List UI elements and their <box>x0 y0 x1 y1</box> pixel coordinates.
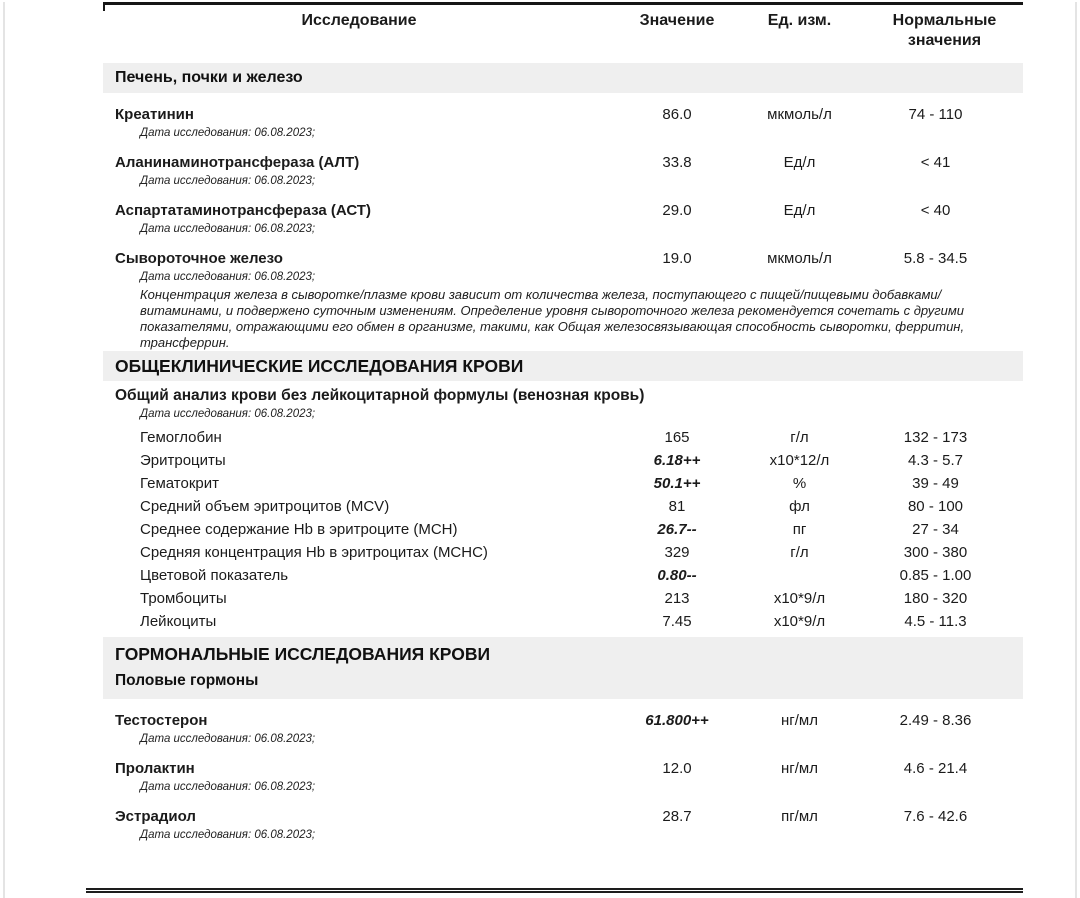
test-name: Лейкоциты <box>140 613 217 630</box>
test-normal-range: 7.6 - 42.6 <box>903 808 968 825</box>
subsection-title-sex-hormones: Половые гормоны <box>115 672 259 689</box>
test-value-flagged: 0.80-- <box>657 567 697 584</box>
test-name: Аспартатаминотрансфераза (АСТ) <box>115 202 371 219</box>
section-title-hormones: ГОРМОНАЛЬНЫЕ ИССЛЕДОВАНИЯ КРОВИ <box>115 644 491 664</box>
test-name: Креатинин <box>115 106 194 123</box>
table-corner-tick <box>103 2 105 11</box>
test-normal-range: 300 - 380 <box>903 544 968 561</box>
test-row <box>103 472 1023 495</box>
cbc-rows <box>103 426 1023 633</box>
test-name: Эстрадиол <box>115 808 196 825</box>
test-normal-range: 0.85 - 1.00 <box>899 567 972 584</box>
test-unit: пг/мл <box>781 808 818 825</box>
cbc-panel-title: Общий анализ крови без лейкоцитарной формулы (венозная кровь) <box>115 387 645 404</box>
test-unit: фл <box>789 498 810 515</box>
page-bottom-border <box>86 888 1023 893</box>
test-normal-range: 4.5 - 11.3 <box>904 613 967 630</box>
test-date: Дата исследования: 06.08.2023; <box>140 223 316 235</box>
test-name: Пролактин <box>115 760 195 777</box>
test-name: Гематокрит <box>140 475 219 492</box>
table-header-row <box>103 11 1023 51</box>
test-value: 86.0 <box>662 106 692 123</box>
test-row <box>103 105 1023 125</box>
column-header-value: Значение <box>639 12 715 29</box>
test-date: Дата исследования: 06.08.2023; <box>140 781 316 793</box>
test-normal-range: 4.6 - 21.4 <box>903 760 968 777</box>
test-name: Тромбоциты <box>140 590 227 607</box>
test-value: 12.0 <box>662 760 692 777</box>
section-title-liver-kidney-iron: Печень, почки и железо <box>103 63 1023 93</box>
test-row <box>103 564 1023 587</box>
test-unit: г/л <box>790 429 809 446</box>
test-row <box>103 610 1023 633</box>
page-edge-right <box>1075 2 1077 898</box>
test-value-flagged: 26.7-- <box>657 521 697 538</box>
test-normal-range: < 41 <box>920 154 951 171</box>
test-value: 81 <box>668 498 686 515</box>
test-value-flagged: 50.1++ <box>653 475 701 492</box>
test-name: Цветовой показатель <box>140 567 289 584</box>
test-unit: пг <box>792 521 807 538</box>
test-normal-range: 132 - 173 <box>903 429 968 446</box>
test-row <box>103 518 1023 541</box>
column-header-unit: Ед. изм. <box>767 12 832 29</box>
test-row <box>103 759 1023 779</box>
test-normal-range: 80 - 100 <box>907 498 964 515</box>
test-unit: мкмоль/л <box>767 106 832 123</box>
test-name: Средний объем эритроцитов (MCV) <box>140 498 390 515</box>
test-normal-range: 27 - 34 <box>912 521 959 538</box>
test-name: Сывороточное железо <box>115 250 283 267</box>
lab-report-page <box>0 2 1080 898</box>
test-value: 19.0 <box>662 250 692 267</box>
test-date: Дата исследования: 06.08.2023; <box>140 733 316 745</box>
test-name: Гемоглобин <box>140 429 222 446</box>
test-value: 7.45 <box>662 613 692 630</box>
test-unit: х10*9/л <box>773 613 826 630</box>
test-unit: Ед/л <box>783 202 816 219</box>
test-row <box>103 495 1023 518</box>
test-unit: х10*9/л <box>773 590 826 607</box>
test-row <box>103 449 1023 472</box>
test-row <box>103 541 1023 564</box>
column-header-normal: Нормальные значения <box>892 12 997 49</box>
iron-comment-note: Концентрация железа в сыворотке/плазме крови зависит от количества железа, поступающего с пищей/пищевыми добавками/витаминами, и подвержено суточным изменениям. Определение уровня сывороточного железа рекомендуется сочетать с другими показателями, отражающими его обмен в организме, такими, как Общая железосвязывающая способность сыворотки, ферритин, трансферрин. <box>140 287 965 350</box>
test-value: 213 <box>664 590 690 607</box>
test-date: Дата исследования: 06.08.2023; <box>140 271 316 283</box>
test-date: Дата исследования: 06.08.2023; <box>140 829 316 841</box>
table-top-border <box>103 2 1023 5</box>
test-name: Тестостерон <box>115 712 208 729</box>
page-edge-left <box>3 2 5 898</box>
test-normal-range: 180 - 320 <box>903 590 968 607</box>
test-value: 33.8 <box>662 154 692 171</box>
test-name: Эритроциты <box>140 452 226 469</box>
cbc-panel-date: Дата исследования: 06.08.2023; <box>140 408 316 420</box>
test-value-flagged: 6.18++ <box>653 452 701 469</box>
test-unit: г/л <box>790 544 809 561</box>
test-value: 28.7 <box>662 808 692 825</box>
test-normal-range: 39 - 49 <box>912 475 959 492</box>
test-unit: х10*12/л <box>769 452 830 469</box>
test-row <box>103 426 1023 449</box>
test-row <box>103 153 1023 173</box>
section-hormones <box>103 637 1023 699</box>
report-content <box>103 2 1023 843</box>
test-unit: мкмоль/л <box>767 250 832 267</box>
test-value: 29.0 <box>662 202 692 219</box>
test-name: Среднее содержание Hb в эритроците (MCH) <box>140 521 458 538</box>
test-row <box>103 711 1023 731</box>
test-row <box>103 201 1023 221</box>
test-date: Дата исследования: 06.08.2023; <box>140 127 316 139</box>
test-row <box>103 587 1023 610</box>
section-title-general-blood: ОБЩЕКЛИНИЧЕСКИЕ ИССЛЕДОВАНИЯ КРОВИ <box>103 351 1023 381</box>
test-unit: нг/мл <box>781 712 818 729</box>
test-unit: Ед/л <box>783 154 816 171</box>
test-unit: % <box>792 475 807 492</box>
test-normal-range: < 40 <box>920 202 951 219</box>
test-value-flagged: 61.800++ <box>645 712 709 729</box>
test-value: 329 <box>664 544 690 561</box>
test-normal-range: 74 - 110 <box>908 106 963 123</box>
test-date: Дата исследования: 06.08.2023; <box>140 175 316 187</box>
test-name: Средняя концентрация Hb в эритроцитах (MCHC) <box>140 544 488 561</box>
test-normal-range: 2.49 - 8.36 <box>899 712 972 729</box>
test-normal-range: 4.3 - 5.7 <box>907 452 964 469</box>
test-value: 165 <box>664 429 690 446</box>
test-normal-range: 5.8 - 34.5 <box>903 250 968 267</box>
test-row <box>103 249 1023 269</box>
column-header-test: Исследование <box>301 12 417 29</box>
test-name: Аланинаминотрансфераза (АЛТ) <box>115 154 360 171</box>
test-row <box>103 807 1023 827</box>
test-unit: нг/мл <box>781 760 818 777</box>
